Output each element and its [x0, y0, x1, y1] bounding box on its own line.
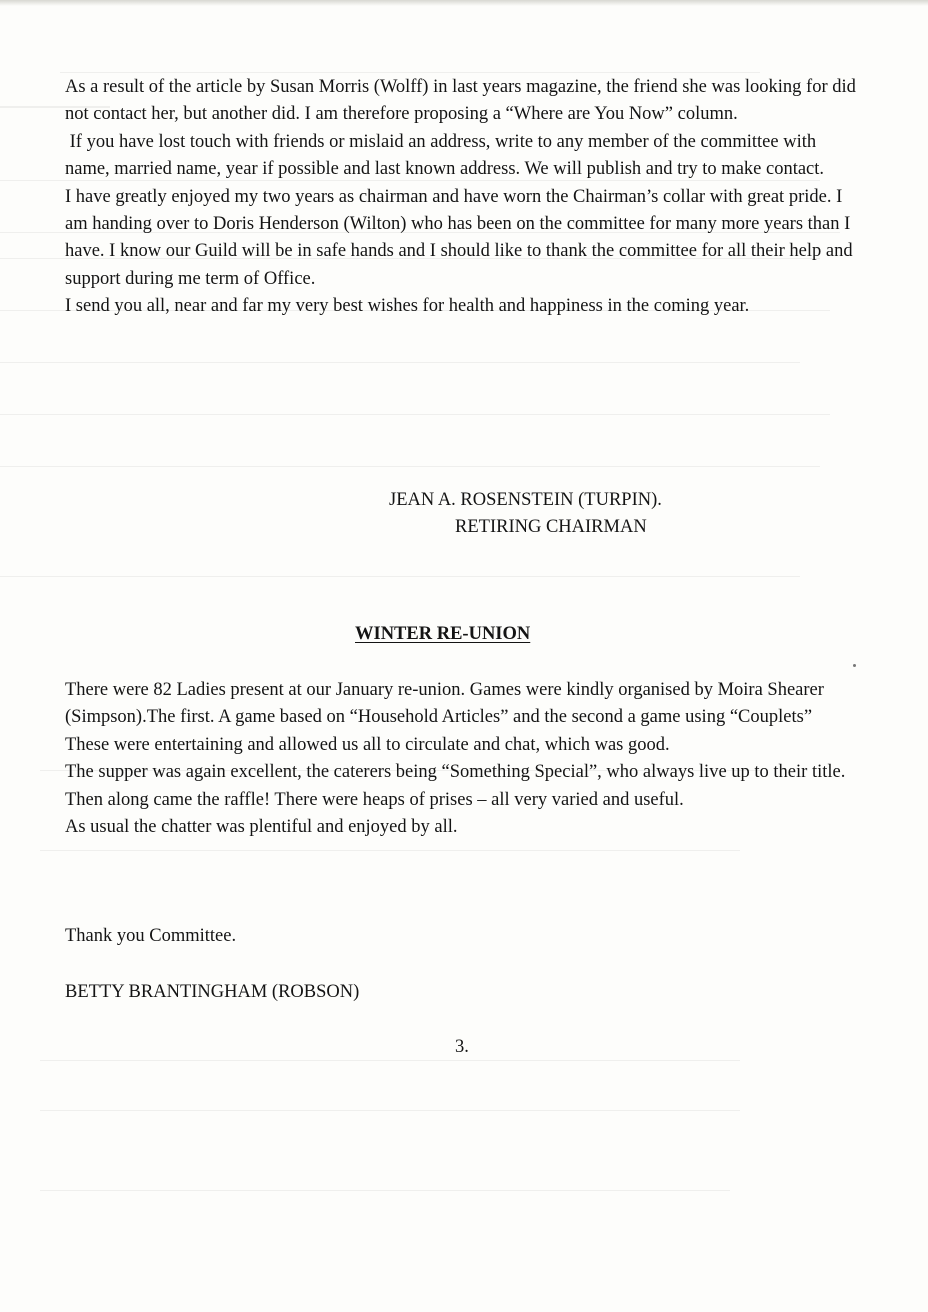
paper-speck	[853, 664, 856, 667]
paragraph-handover: I have greatly enjoyed my two years as chairman and have worn the Chairman’s collar with great pride. I am handing over to Doris Henderson (Wilton) who has been on the committee for many more years than I have. I know our Guild will be in safe hands and I should like to thank the committee for all their help and support during me term of Office.	[65, 186, 853, 289]
report-author: BETTY BRANTINGHAM (ROBSON)	[65, 982, 360, 1002]
paragraph-best-wishes: I send you all, near and far my very best wishes for health and happiness in the coming year.	[65, 296, 750, 317]
chairman-signature	[389, 487, 789, 541]
signature-title: RETIRING CHAIRMAN	[455, 517, 647, 537]
section-heading-winter-reunion: WINTER RE-UNION	[355, 624, 531, 644]
chairman-letter	[65, 74, 865, 321]
paragraph-supper: The supper was again excellent, the caterers being “Something Special”, who always live up to their title.	[65, 762, 846, 783]
paragraph-where-are-you-now: As a result of the article by Susan Morris (Wolff) in last years magazine, the friend she was looking for did not contact her, but another did. I am therefore proposing a “Where are You Now” column.	[65, 77, 856, 125]
paragraph-lost-touch: If you have lost touch with friends or mislaid an address, write to any member of the committee with name, married name, year if possible and last known address. We will publish and try to make contact.	[65, 131, 825, 180]
paragraph-chatter: As usual the chatter was plentiful and enjoyed by all.	[65, 817, 458, 838]
paragraph-entertaining: These were entertaining and allowed us all to circulate and chat, which was good.	[65, 734, 670, 755]
winter-reunion-report	[65, 677, 875, 841]
thanks-line: Thank you Committee.	[65, 926, 237, 946]
signature-name: JEAN A. ROSENSTEIN (TURPIN).	[389, 490, 662, 510]
paragraph-games: There were 82 Ladies present at our January re-union. Games were kindly organised by Moira Shearer (Simpson).The first. A game based on “Household Articles” and the second a game using “Couplets”	[65, 680, 824, 728]
page-top-edge-shadow	[0, 0, 928, 6]
paragraph-raffle: Then along came the raffle! There were heaps of prises – all very varied and useful.	[65, 789, 684, 810]
page-number: 3.	[455, 1037, 469, 1057]
